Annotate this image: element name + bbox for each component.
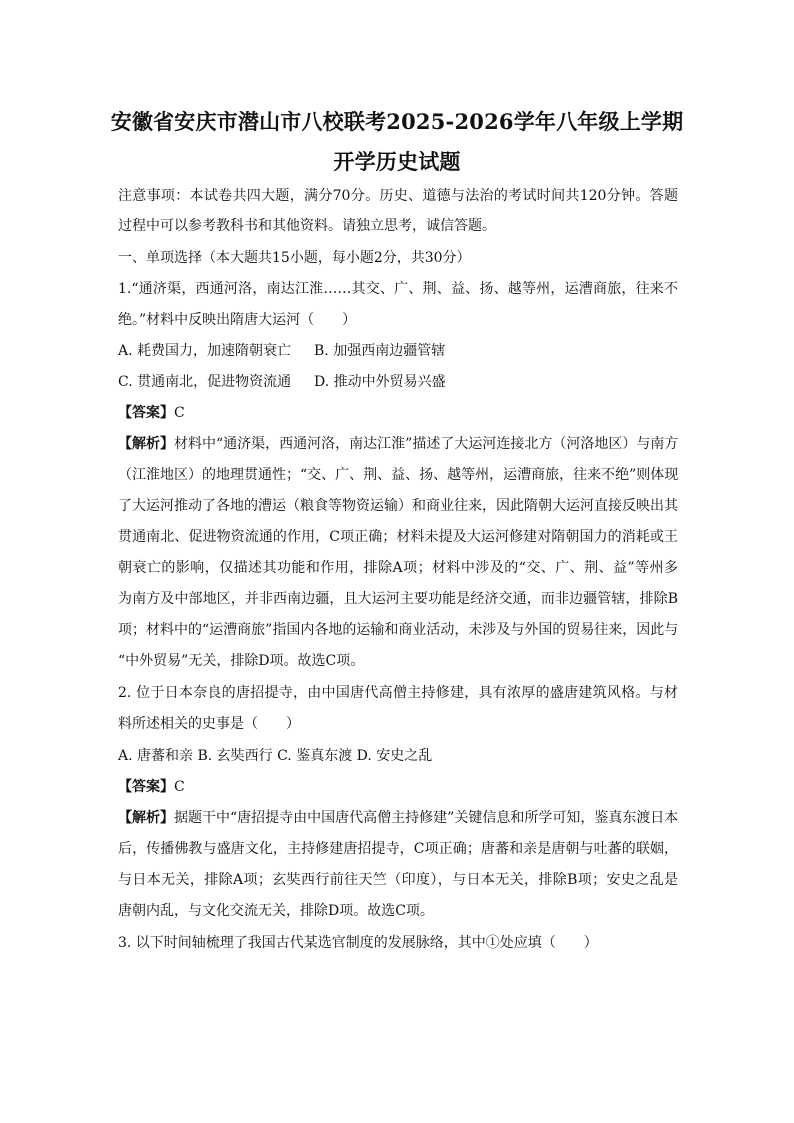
q1-answer-label: 【答案】 bbox=[118, 405, 174, 421]
q1-option-a: A. 耗费国力，加速隋朝衰亡 bbox=[118, 343, 292, 359]
q2-analysis-line-2: 后，传播佛教与盛唐文化，主持修建唐招提寺，C项正确；唐蕃和亲是唐朝与吐蕃的联姻， bbox=[118, 841, 678, 857]
q1-analysis-line-6: 为南方及中部地区，并非西南边疆，且大运河主要功能是经济交通，而非边疆管辖，排除B bbox=[118, 591, 678, 607]
document-title-line-1: 安徽省安庆市潜山市八校联考2025-2026学年八年级上学期 bbox=[110, 109, 684, 134]
q2-options: A. 唐蕃和亲 B. 玄奘西行 C. 鉴真东渡 D. 安史之乱 bbox=[118, 748, 433, 764]
q2-stem-line-1: 2. 位于日本奈良的唐招提寺，由中国唐代高僧主持修建，具有浓厚的盛唐建筑风格。与材 bbox=[118, 685, 678, 701]
notice-line-1: 注意事项：本试卷共四大题，满分70分。历史、道德与法治的考试时间共120分钟。答题 bbox=[118, 188, 678, 204]
q3-stem: 3. 以下时间轴梳理了我国古代某选官制度的发展脉络，其中①处应填（ ） bbox=[118, 935, 598, 951]
q1-analysis-line-7: 项；材料中的“运漕商旅”指国内各地的运输和商业活动，未涉及与外国的贸易往来，因此与 bbox=[118, 622, 679, 638]
q2-analysis-line-4: 唐朝内乱，与文化交流无关，排除D项。故选C项。 bbox=[118, 903, 434, 919]
q1-analysis-line-2: （江淮地区）的地理贯通性；“交、广、荆、益、扬、越等州，运漕商旅，往来不绝”则体现 bbox=[118, 467, 679, 483]
q2-analysis-line-3: 与日本无关，排除A项；玄奘西行前往天竺（印度），与日本无关，排除B项；安史之乱是 bbox=[118, 872, 678, 888]
q1-analysis-line-3: 了大运河推动了各地的漕运（粮食等物资运输）和商业往来，因此隋朝大运河直接反映出其 bbox=[118, 498, 678, 514]
q2-answer-label: 【答案】 bbox=[118, 779, 174, 795]
q1-analysis-line-8: “中外贸易”无关，排除D项。故选C项。 bbox=[118, 653, 365, 669]
q2-stem-line-2: 料所述相关的史事是（ ） bbox=[118, 716, 300, 732]
q1-analysis-label: 【解析】 bbox=[118, 436, 174, 452]
q1-analysis-line-5: 朝衰亡的影响，仅描述其功能和作用，排除A项；材料中涉及的“交、广、荆、益”等州多 bbox=[118, 560, 678, 576]
q2-answer bbox=[118, 780, 185, 794]
q2-answer-value: C bbox=[174, 779, 185, 795]
q1-answer-value: C bbox=[174, 405, 185, 421]
q1-stem-line-1: 1.“通济渠，西通河洛，南达江淮……其交、广、荆、益、扬、越等州，运漕商旅，往来不 bbox=[118, 281, 678, 297]
q1-option-d: D. 推动中外贸易兴盛 bbox=[314, 374, 446, 390]
q1-options-row-1 bbox=[118, 344, 445, 358]
document-title-line-2: 开学历史试题 bbox=[333, 149, 461, 174]
q1-analysis-line-1: 【解析】材料中“通济渠，西通河洛，南达江淮”描述了大运河连接北方（河洛地区）与南方 bbox=[118, 436, 679, 452]
notice-line-2: 过程中可以参考教科书和其他资料。请独立思考，诚信答题。 bbox=[118, 218, 496, 234]
q2-analysis-line-1: 【解析】据题干中“唐招提寺由中国唐代高僧主持修建”关键信息和所学可知，鉴真东渡日本 bbox=[118, 810, 679, 826]
q1-answer bbox=[118, 406, 185, 420]
q2-analysis-label: 【解析】 bbox=[118, 810, 174, 826]
q1-option-b: B. 加强西南边疆管辖 bbox=[314, 343, 446, 359]
q1-stem-line-2: 绝。”材料中反映出隋唐大运河（ ） bbox=[118, 312, 357, 328]
q1-analysis-line-4: 贯通南北、促进物资流通的作用，C项正确；材料未提及大运河修建对隋朝国力的消耗或王 bbox=[118, 529, 678, 545]
q1-option-c: C. 贯通南北，促进物资流通 bbox=[118, 374, 292, 390]
q1-options-row-2 bbox=[118, 375, 446, 389]
section-heading: 一、单项选择（本大题共15小题，每小题2分，共30分） bbox=[118, 250, 471, 266]
